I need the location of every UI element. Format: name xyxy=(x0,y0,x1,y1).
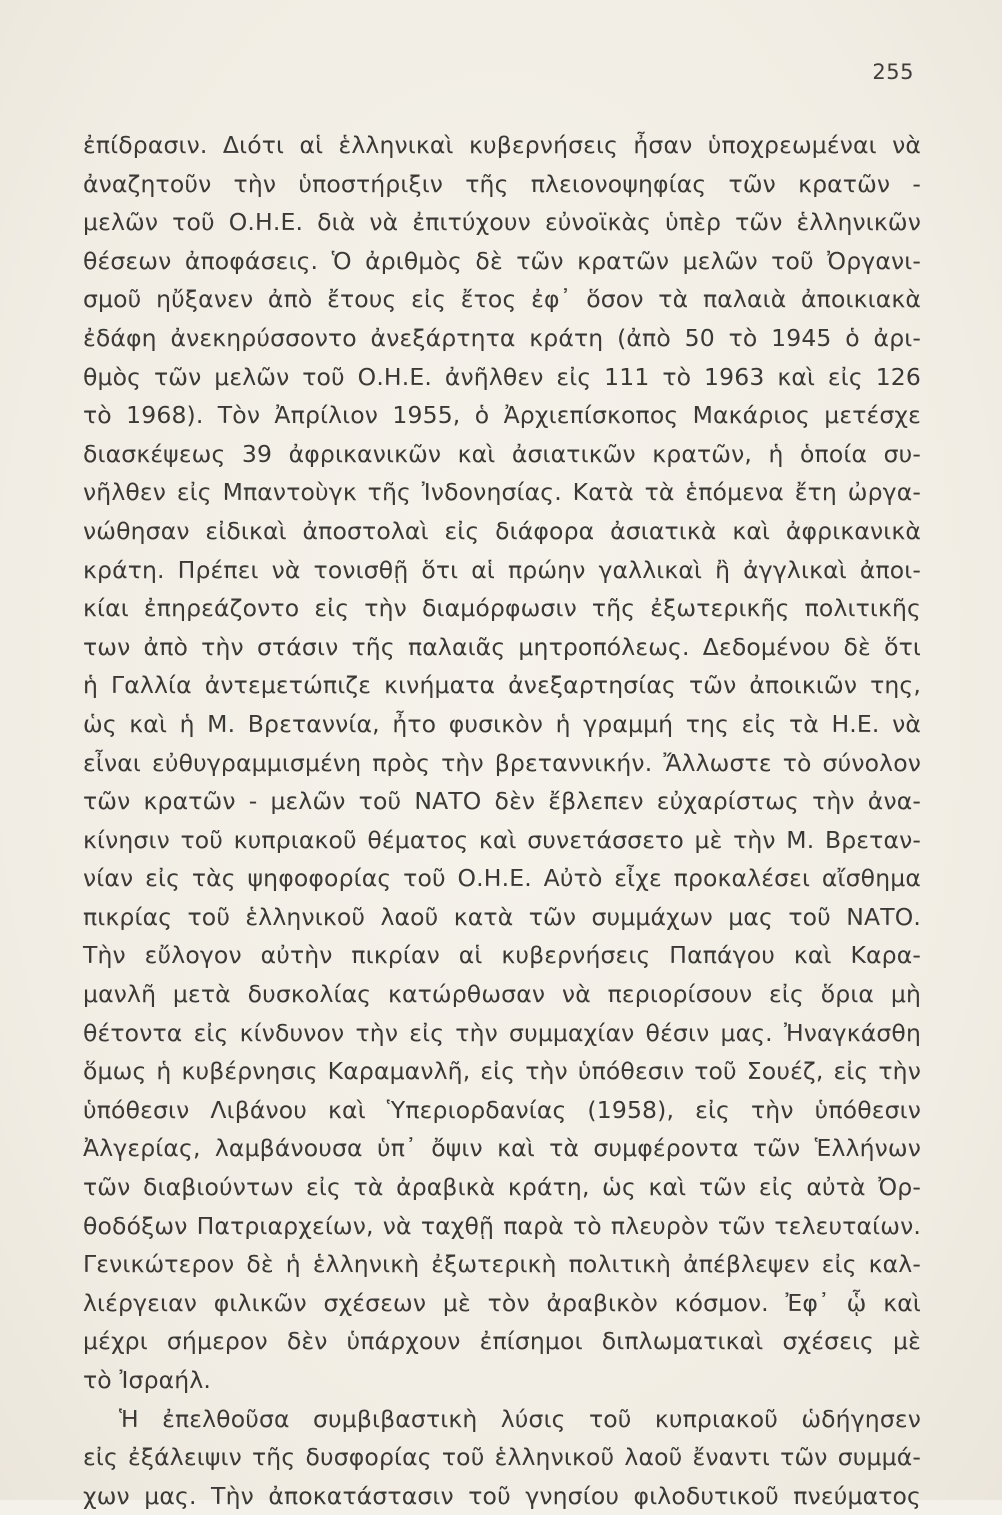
text-line: σμοῦ ηὔξανεν ἀπὸ ἔτους εἰς ἔτος ἐφ᾽ ὅσον τὰ παλαιὰ ἀποικιακὰ xyxy=(83,285,921,314)
text-line: πικρίας τοῦ ἑλληνικοῦ λαοῦ κατὰ τῶν συμμάχων μας τοῦ ΝΑΤΟ. xyxy=(83,902,921,931)
text-line: νώθησαν εἰδικαὶ ἀποστολαὶ εἰς διάφορα ἀσιατικὰ καὶ ἀφρικανικὰ xyxy=(83,516,921,545)
text-line: διασκέψεως 39 ἀφρικανικῶν καὶ ἀσιατικῶν κρατῶν, ἡ ὁποία συ- xyxy=(83,439,921,468)
text-line: κίαι ἐπηρεάζοντο εἰς τὴν διαμόρφωσιν τῆς ἐξωτερικῆς πολιτικῆς xyxy=(83,594,921,623)
paragraph-start-line: Ἡ ἐπελθοῦσα συμβιβαστικὴ λύσις τοῦ κυπριακοῦ ὡδήγησεν xyxy=(119,1404,921,1433)
text-line: ἐδάφη ἀνεκηρύσσοντο ἀνεξάρτητα κράτη (ἀπὸ 50 τὸ 1945 ὁ ἀρι- xyxy=(83,323,921,352)
text-line: θοδόξων Πατριαρχείων, νὰ ταχθῇ παρὰ τὸ πλευρὸν τῶν τελευταίων. xyxy=(83,1211,921,1240)
paragraph-end-line: τὸ Ἰσραήλ. xyxy=(83,1366,211,1394)
text-line: θέσεων ἀποφάσεις. Ὁ ἀριθμὸς δὲ τῶν κρατῶν μελῶν τοῦ Ὀργανι- xyxy=(83,246,921,275)
text-line: νῆλθεν εἰς Μπαντοὺγκ τῆς Ἰνδονησίας. Κατὰ τὰ ἑπόμενα ἔτη ὠργα- xyxy=(83,478,921,507)
text-line: των ἀπὸ τὴν στάσιν τῆς παλαιᾶς μητροπόλεως. Δεδομένου δὲ ὅτι xyxy=(83,632,921,661)
text-line: μέχρι σήμερον δὲν ὑπάρχουν ἐπίσημοι διπλωματικαὶ σχέσεις μὲ xyxy=(83,1327,921,1356)
text-line: τῶν κρατῶν - μελῶν τοῦ ΝΑΤΟ δὲν ἔβλεπεν εὐχαρίστως τὴν ἀνα- xyxy=(83,787,921,816)
text-line: νίαν εἰς τὰς ψηφοφορίας τοῦ Ο.Η.Ε. Αὐτὸ εἶχε προκαλέσει αἴσθημα xyxy=(83,864,921,893)
text-line: λιέργειαν φιλικῶν σχέσεων μὲ τὸν ἀραβικὸν κόσμον. Ἐφ᾽ ᾧ καὶ xyxy=(83,1288,921,1317)
page-number: 255 xyxy=(872,60,914,84)
text-line: Τὴν εὔλογον αὐτὴν πικρίαν αἱ κυβερνήσεις Παπάγου καὶ Καρα- xyxy=(83,941,921,970)
text-line: μελῶν τοῦ Ο.Η.Ε. διὰ νὰ ἐπιτύχουν εὐνοϊκὰς ὑπὲρ τῶν ἑλληνικῶν xyxy=(83,208,921,237)
text-line: κίνησιν τοῦ κυπριακοῦ θέματος καὶ συνετάσσετο μὲ τὴν Μ. Βρεταν- xyxy=(83,825,921,854)
text-line: χων μας. Τὴν ἀποκατάστασιν τοῦ γνησίου φιλοδυτικοῦ πνεύματος xyxy=(83,1481,921,1510)
text-line: τὸ 1968). Τὸν Ἀπρίλιον 1955, ὁ Ἀρχιεπίσκοπος Μακάριος μετέσχε xyxy=(83,401,921,430)
text-line: θμὸς τῶν μελῶν τοῦ Ο.Η.Ε. ἀνῆλθεν εἰς 111 τὸ 1963 καὶ εἰς 126 xyxy=(83,362,921,391)
text-line: ὑπόθεσιν Λιβάνου καὶ Ὑπεριορδανίας (1958), εἰς τὴν ὑπόθεσιν xyxy=(83,1095,921,1124)
text-line: ὅμως ἡ κυβέρνησις Καραμανλῆ, εἰς τὴν ὑπόθεσιν τοῦ Σουέζ, εἰς τὴν xyxy=(83,1057,921,1086)
text-line: ἀναζητοῦν τὴν ὑποστήριξιν τῆς πλειονοψηφίας τῶν κρατῶν - xyxy=(83,169,921,198)
text-line: Ἀλγερίας, λαμβάνουσα ὑπ᾽ ὄψιν καὶ τὰ συμφέροντα τῶν Ἑλλήνων xyxy=(83,1134,921,1163)
text-line: εἶναι εὐθυγραμμισμένη πρὸς τὴν βρεταννικήν. Ἄλλωστε τὸ σύνολον xyxy=(83,748,921,777)
text-line: ἡ Γαλλία ἀντεμετώπιζε κινήματα ἀνεξαρτησίας τῶν ἀποικιῶν της, xyxy=(83,671,921,700)
text-line: ἐπίδρασιν. Διότι αἱ ἑλληνικαὶ κυβερνήσεις ἦσαν ὑποχρεωμέναι νὰ xyxy=(83,131,921,159)
text-line: Γενικώτερον δὲ ἡ ἑλληνικὴ ἐξωτερικὴ πολιτικὴ ἀπέβλεψεν εἰς καλ- xyxy=(83,1250,921,1279)
body-text xyxy=(83,126,921,1515)
text-line: θέτοντα εἰς κίνδυνον τὴν εἰς τὴν συμμαχίαν θέσιν μας. Ἠναγκάσθη xyxy=(83,1018,921,1047)
text-line: μανλῆ μετὰ δυσκολίας κατώρθωσαν νὰ περιορίσουν εἰς ὅρια μὴ xyxy=(83,980,921,1009)
text-line: τῶν διαβιούντων εἰς τὰ ἀραβικὰ κράτη, ὡς καὶ τῶν εἰς αὐτὰ Ὀρ- xyxy=(83,1173,921,1202)
text-line: ὡς καὶ ἡ Μ. Βρεταννία, ἦτο φυσικὸν ἡ γραμμή της εἰς τὰ Η.Ε. νὰ xyxy=(83,709,921,738)
text-line: κράτη. Πρέπει νὰ τονισθῇ ὅτι αἱ πρώην γαλλικαὶ ἢ ἀγγλικαὶ ἀποι- xyxy=(83,555,921,584)
text-line: εἰς ἐξάλειψιν τῆς δυσφορίας τοῦ ἑλληνικοῦ λαοῦ ἔναντι τῶν συμμά- xyxy=(83,1443,921,1472)
